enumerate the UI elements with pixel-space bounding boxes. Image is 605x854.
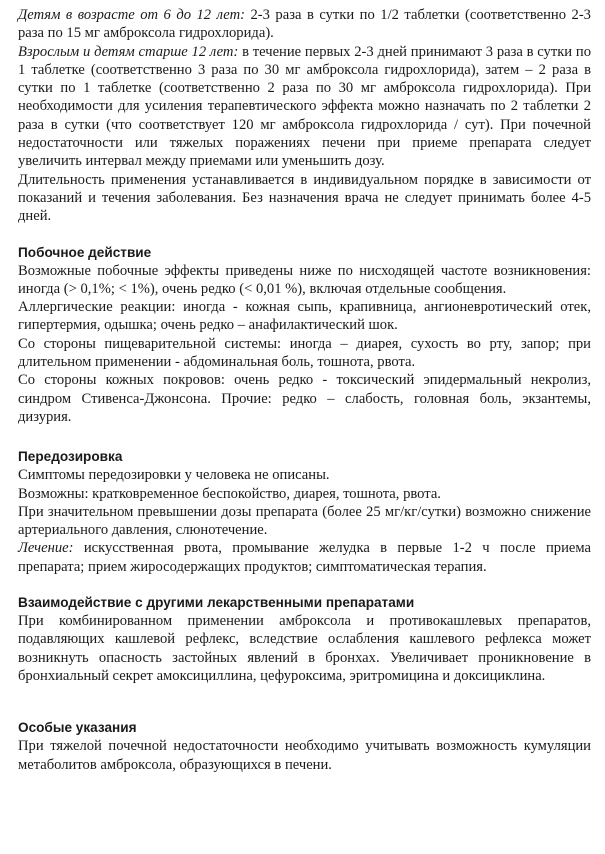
special-text: При тяжелой почечной недостаточности необходимо учитывать возможность кумуляции метаболитов амброксола, образующихся в печени.	[18, 738, 591, 773]
overdose-title: Передозировка	[18, 449, 123, 465]
overdose-treatment	[18, 539, 591, 576]
special-title: Особые указания	[18, 720, 137, 736]
dosage-adults-label: Взрослым и детям старше 12 лет:	[18, 43, 239, 60]
dosage-adults-text: в течение первых 2-3 дней принимают 3 раза в сутки по 1 таблетке (соответственно 3 раза по 30 мг амброксола гидрохлорида), затем – 2 раза в сутки по 1 таблетке (соответственно 2 раза по 30 мг амброксола гидрохлорида). При необходимости для усиления терапевтического эффекта можно назначать по 2 таблетки 2 раза в сутки (что соответствует 120 мг амброксола гидрохлорида / сут). При почечной недостаточности или тяжелых поражениях печени при приеме препарата следует увеличить интервал между приемами или уменьшить дозу.	[18, 43, 591, 170]
overdose-treatment-label: Лечение:	[18, 540, 74, 557]
overdose-line1: Симптомы передозировки у человека не описаны.	[18, 467, 330, 484]
side-effects-digestive: Со стороны пищеварительной системы: иногда – диарея, сухость во рту, запор; при длительном применении - абдоминальная боль, тошнота, рвота.	[18, 335, 591, 371]
side-effects-allergic: Аллергические реакции: иногда - кожная сыпь, крапивница, ангионевротический отек, гипертермия, одышка; очень редко – анафилактический шок.	[18, 299, 591, 334]
dosage-children-label: Детям в возрасте от 6 до 12 лет:	[18, 7, 245, 23]
interaction-text: При комбинированном применении амброксола и противокашлевых препаратов, подавляющих кашлевой рефлекс, вследствие ослабления кашлевого рефлекса может возникнуть опасность застойных явлений в бронхах. Увеличивает проникновение в бронхиальный секрет амоксициллина, цефуроксима, эритромицина и доксициклина.	[18, 613, 591, 684]
interaction-title: Взаимодействие с другими лекарственными препаратами	[18, 595, 415, 611]
dosage-children-text: 2-3 раза в сутки по 1/2 таблетки (соответственно 2-3 раза по 15 мг амброксола гидрохлорида).	[18, 7, 591, 42]
overdose-line2: Возможны: кратковременное беспокойство, диарея, тошнота, рвота.	[18, 485, 441, 502]
side-effects-intro: Возможные побочные эффекты приведены ниже по нисходящей частоте возникновения: иногда (> 0,1%; < 1%), очень редко (< 0,01 %), включая отдельные сообщения.	[18, 262, 591, 297]
side-effects-title: Побочное действие	[18, 244, 152, 260]
dosage-children	[18, 6, 591, 43]
side-effects-skin: Со стороны кожных покровов: очень редко - токсический эпидермальный некролиз, синдром Стивенса-Джонсона. Прочие: редко – слабость, головная боль, экзантемы, дизурия.	[18, 372, 591, 425]
dosage-adults	[18, 43, 591, 171]
overdose-line3: При значительном превышении дозы препарата (более 25 мг/кг/сутки) возможно снижение артериального давления, слюнотечение.	[18, 503, 591, 539]
overdose-treatment-text: искусственная рвота, промывание желудка в первые 1-2 ч после приема препарата; прием жиросодержащих продуктов; симптоматическая терапия.	[18, 540, 591, 575]
dosage-duration: Длительность применения устанавливается в индивидуальном порядке в зависимости от показаний и течения заболевания. Без назначения врача не следует принимать более 4-5 дней.	[18, 171, 591, 225]
